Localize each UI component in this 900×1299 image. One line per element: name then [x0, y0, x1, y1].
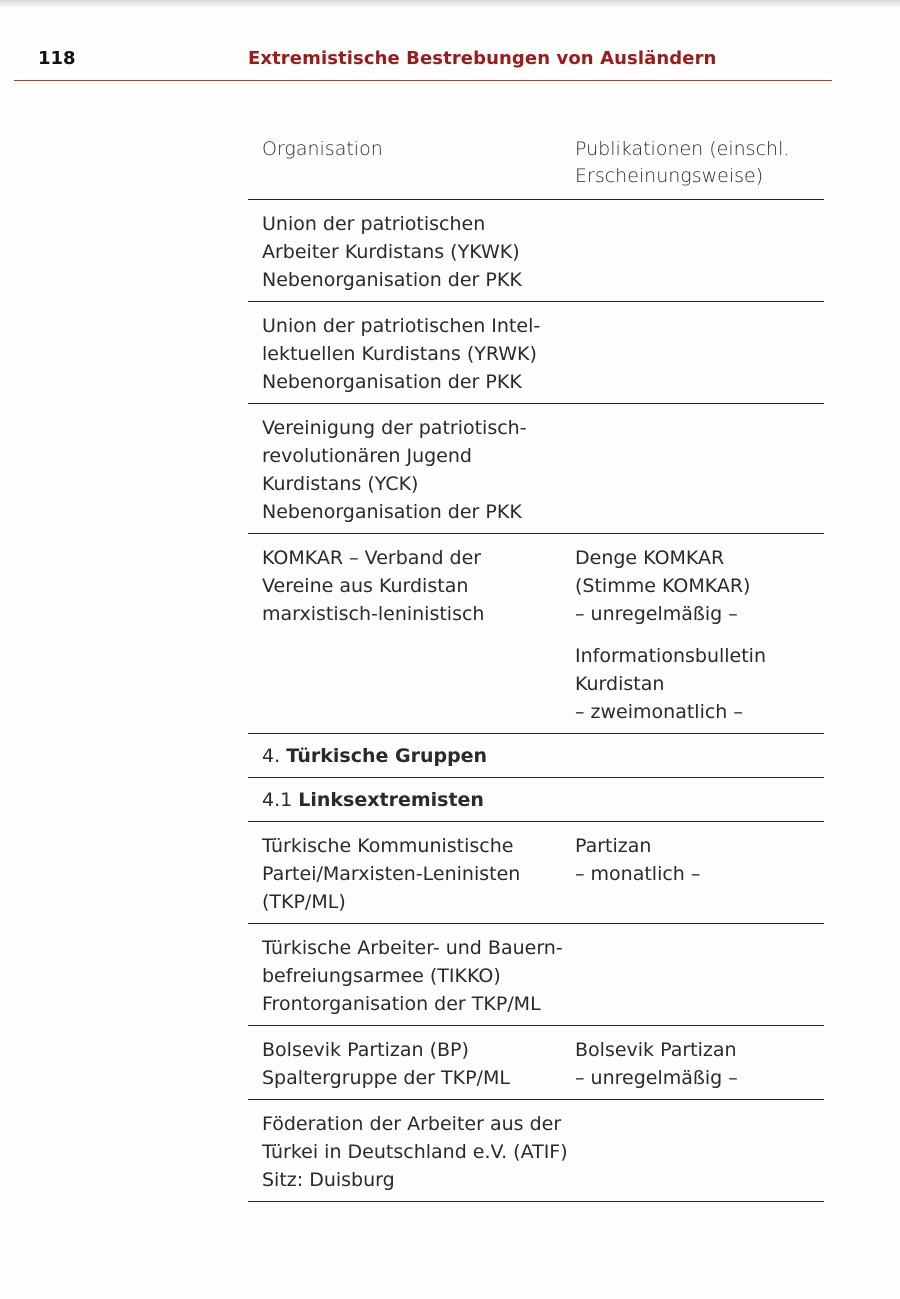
- text-line: lektuellen Kurdistans (YRWK): [262, 343, 537, 365]
- table-header-row: [248, 128, 824, 200]
- table-row: [248, 200, 824, 302]
- publication-cell: [575, 544, 824, 726]
- publication-cell: [575, 1110, 824, 1194]
- organisation-table: [248, 128, 824, 1202]
- organisation-cell: [262, 210, 575, 294]
- table-row: [248, 822, 824, 924]
- publication-cell: [575, 1036, 824, 1092]
- text-line: Föderation der Arbeiter aus der: [262, 1113, 562, 1135]
- text-line: Partizan: [575, 835, 652, 857]
- section-heading-turkish-groups: [248, 734, 824, 778]
- text-line: marxistisch-leninistisch: [262, 603, 485, 625]
- publication-entry: [575, 642, 824, 726]
- table-row: [248, 404, 824, 534]
- column-header-publications: [575, 136, 824, 190]
- text-line: Nebenorganisation der PKK: [262, 371, 522, 393]
- text-line: Spaltergruppe der TKP/ML: [262, 1067, 510, 1089]
- organisation-cell: [262, 1110, 575, 1194]
- table-row: [248, 1026, 824, 1100]
- scan-edge: [0, 0, 900, 8]
- section-title: Linksextremisten: [298, 789, 484, 811]
- section-number: 4.: [262, 745, 281, 767]
- text-line: Frontorganisation der TKP/ML: [262, 993, 541, 1015]
- text-line: (Stimme KOMKAR): [575, 575, 751, 597]
- text-line: – unregelmäßig –: [575, 1067, 738, 1089]
- table-row: [248, 924, 824, 1026]
- text-line: befreiungsarmee (TIKKO): [262, 965, 501, 987]
- column-header-organisation: Organisation: [262, 138, 383, 160]
- table-row: [248, 302, 824, 404]
- section-number: 4.1: [262, 789, 293, 811]
- turkish-organisations: [248, 822, 824, 1202]
- section-heading-left-extremists: [248, 778, 824, 822]
- text-line: Kurdistans (YCK): [262, 473, 419, 495]
- organisation-cell: [262, 832, 575, 916]
- text-line: Partei/Marxisten-Leninisten: [262, 863, 521, 885]
- text-line: Türkische Kommunistische: [262, 835, 514, 857]
- running-title: Extremistische Bestrebungen von Ausländern: [248, 48, 717, 69]
- publication-cell: [575, 934, 824, 1018]
- publication-cell: [575, 832, 824, 916]
- organisation-cell: [262, 312, 575, 396]
- page-number: 118: [38, 48, 76, 69]
- text-line: – monatlich –: [575, 863, 701, 885]
- text-line: – unregelmäßig –: [575, 603, 738, 625]
- organisation-cell: [262, 1036, 575, 1092]
- text-line: Informationsbulletin: [575, 645, 767, 667]
- text-line: Türkei in Deutschland e.V. (ATIF): [262, 1141, 568, 1163]
- publication-cell: [575, 210, 824, 294]
- text-line: Arbeiter Kurdistans (YKWK): [262, 241, 520, 263]
- text-line: (TKP/ML): [262, 891, 346, 913]
- header-rule: [14, 80, 832, 81]
- table-row: [248, 534, 824, 734]
- organisation-cell: [262, 544, 575, 726]
- text-line: Union der patriotischen: [262, 213, 486, 235]
- text-line: Kurdistan: [575, 673, 665, 695]
- kurdish-organisations: [248, 200, 824, 734]
- text-line: – zweimonatlich –: [575, 701, 743, 723]
- text-line: Nebenorganisation der PKK: [262, 269, 522, 291]
- text-line: Türkische Arbeiter- und Bauern-: [262, 937, 563, 959]
- text-line: Denge KOMKAR: [575, 547, 725, 569]
- text-line: Nebenorganisation der PKK: [262, 501, 522, 523]
- text-line: Sitz: Duisburg: [262, 1169, 395, 1191]
- text-line: Vereine aus Kurdistan: [262, 575, 469, 597]
- section-title: Türkische Gruppen: [286, 745, 488, 767]
- organisation-cell: [262, 414, 575, 526]
- publication-cell: [575, 414, 824, 526]
- text-line: Union der patriotischen Intel-: [262, 315, 541, 337]
- publication-entry: [575, 544, 824, 628]
- publication-entry: [575, 832, 824, 888]
- publication-cell: [575, 312, 824, 396]
- text-line: revolutionären Jugend: [262, 445, 472, 467]
- column-header-line: Publikationen (einschl.: [575, 138, 790, 160]
- text-line: Bolsevik Partizan (BP): [262, 1039, 469, 1061]
- publication-entry: [575, 1036, 824, 1092]
- text-line: Vereinigung der patriotisch-: [262, 417, 527, 439]
- text-line: Bolsevik Partizan: [575, 1039, 737, 1061]
- text-line: KOMKAR – Verband der: [262, 547, 482, 569]
- organisation-cell: [262, 934, 575, 1018]
- page-header: [14, 48, 832, 80]
- table-row: [248, 1100, 824, 1202]
- column-header-line: Erscheinungsweise): [575, 165, 764, 187]
